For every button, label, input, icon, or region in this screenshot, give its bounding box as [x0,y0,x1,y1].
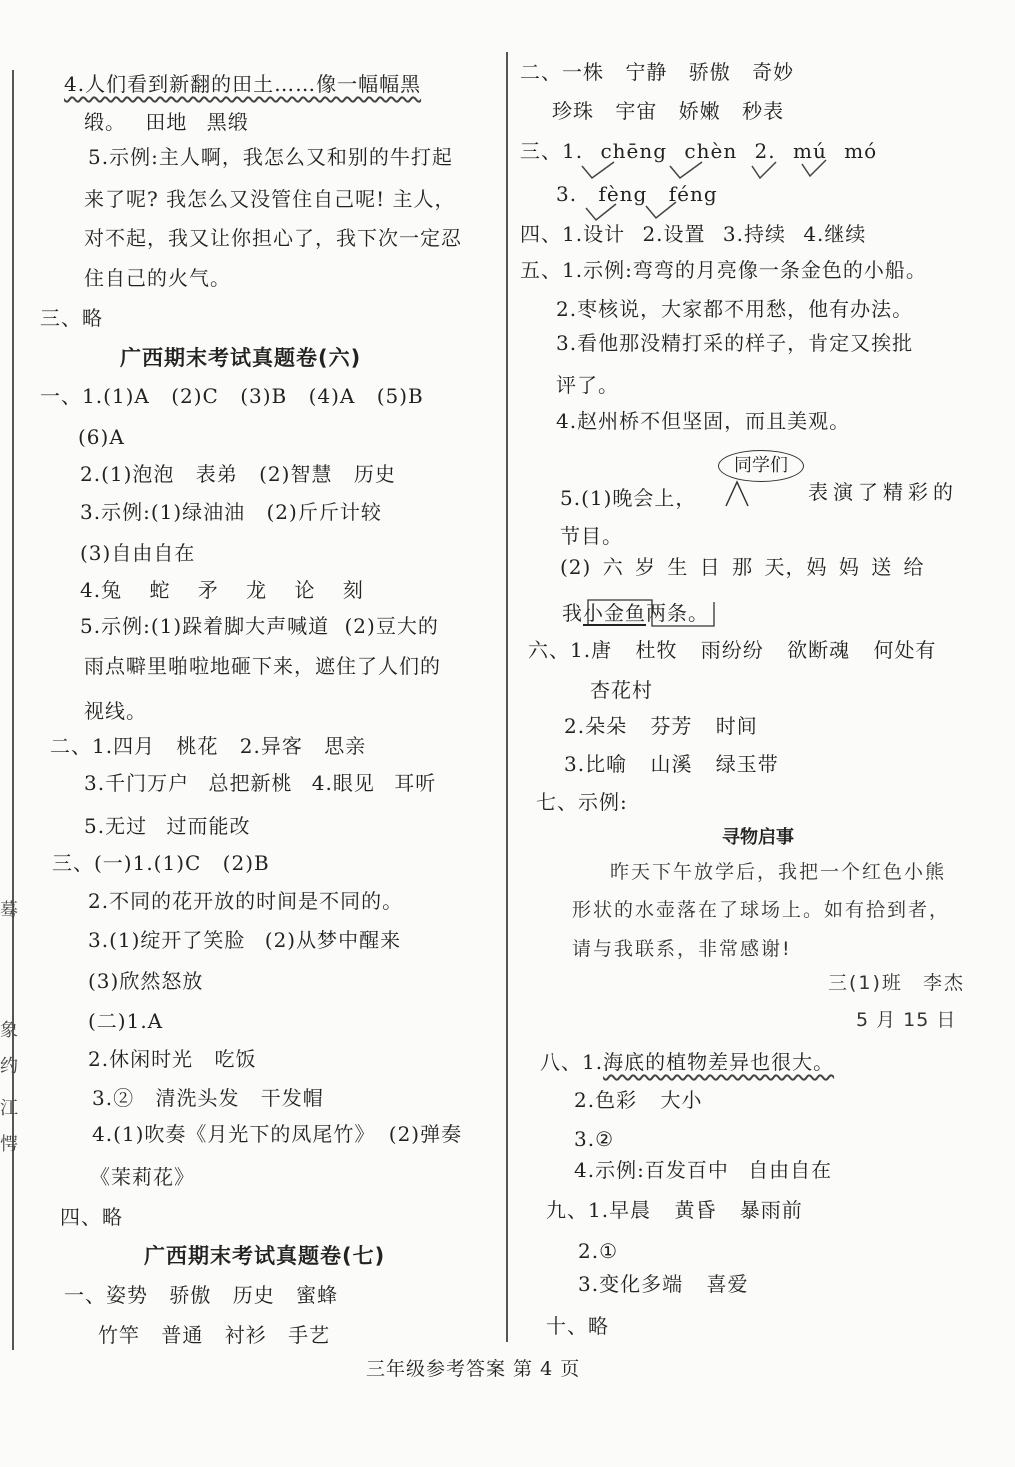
answer-line: 节目。 [560,524,623,548]
page-footer: 三年级参考答案 第 4 页 [366,1358,581,1380]
answer-line: 一、姿势 骄傲 历史 蜜蜂 [64,1283,339,1307]
answer-line: 4.示例:百发百中 自由自在 [574,1158,833,1182]
answer-line: 4.兔 蛇 矛 龙 论 刻 [80,578,364,602]
answer-line: 五、1.示例:弯弯的月亮像一条金色的小船。 [520,258,927,282]
answer-line: 雨点噼里啪啦地砸下来，遮住了人们的 [84,654,441,678]
wavy-underlined-text: 海底的植物差异也很大。 [603,1050,835,1074]
text-run: 两条 [646,601,688,625]
answer-line: 3.变化多端 喜爱 [578,1272,749,1296]
insert-caret-icon [724,480,750,508]
answer-line: 5.无过 过而能改 [84,814,251,838]
answer-line: 二、一株 宁静 骄傲 奇妙 [520,60,795,84]
answer-line: 2.朵朵 芬芳 时间 [564,714,758,738]
margin-fragment: 江 [0,1098,18,1119]
section-heading: 四、略 [60,1205,123,1229]
notice-line: 请与我联系，非常感谢! [572,938,792,960]
answer-line: (二)1.A [88,1009,164,1033]
answer-line: (3)欣然怒放 [88,969,204,993]
answer-line: 来了呢? 我怎么又没管住自己呢! 主人， [84,187,456,211]
answer-line: 六、1.唐 杜牧 雨纷纷 欲断魂 何处有 [528,638,937,662]
underlined-text: 小金鱼 [583,601,646,625]
check-mark-icon [750,160,780,182]
answer-line: 3.千门万户 总把新桃 4.眼见 耳听 [84,771,437,795]
answer-line: 3.看他那没精打采的样子，肯定又挨批 [556,331,914,355]
section-heading: 三、略 [40,306,103,330]
answer-line: (2) 六 岁 生 日 那 天，妈 妈 送 给 [560,555,925,579]
left-margin-rule [12,70,14,1350]
exam-title-6: 广西期末考试真题卷(六) [120,346,362,370]
answer-line: 3.② [574,1127,615,1151]
pinyin-line: 三、1. chēng chèn 2. mú mó [520,139,878,163]
answer-line: 2.不同的花开放的时间是不同的。 [88,889,404,913]
answer-line: 表演了精彩的 [808,480,958,504]
answer-line: 对不起，我又让你担心了，我下次一定忍 [84,226,462,250]
answer-line: 杏花村 [590,678,653,702]
answer-line: 2.① [578,1239,619,1263]
exam-title-7: 广西期末考试真题卷(七) [144,1244,386,1268]
notice-title: 寻物启事 [722,827,794,848]
answer-line: 缎。 田地 黑缎 [84,110,249,134]
section-heading: 十、略 [546,1314,609,1338]
notice-signature: 三(1)班 李杰 [828,972,965,994]
answer-line: 3.比喻 山溪 绿玉带 [564,752,779,776]
answer-line: 四、1.设计 2.设置 3.持续 4.继续 [520,222,867,246]
answer-line: 3.(1)绽开了笑脸 (2)从梦中醒来 [88,928,402,952]
answer-line: (6)A [78,425,125,449]
notice-line: 形状的水壶落在了球场上。如有拾到者， [572,899,951,921]
margin-fragment: 愕 [0,1134,18,1155]
answer-line: 4.赵州桥不但坚固，而且美观。 [556,409,851,433]
margin-fragment: 蓦 [0,900,18,921]
margin-fragment: 象 [0,1020,18,1041]
check-mark-icon [668,160,708,182]
notice-line: 昨天下午放学后，我把一个红色小熊 [610,861,947,883]
transpose-mark-icon [584,596,724,630]
answer-line: 竹竿 普通 衬衫 手艺 [98,1323,331,1347]
insert-bubble: 同学们 [718,450,804,482]
section-heading: 七、示例: [536,790,628,814]
check-mark-icon [800,158,830,180]
answer-line: 2.色彩 大小 [574,1088,703,1112]
column-divider [506,52,508,1342]
text-run: 我 [562,601,583,625]
answer-line: 《茉莉花》 [90,1165,195,1189]
answer-line: 2.(1)泡泡 表弟 (2)智慧 历史 [80,462,396,486]
answer-line: 视线。 [84,699,147,723]
answer-line: 一、1.(1)A (2)C (3)B (4)A (5)B [40,384,424,408]
check-mark-icon [580,160,620,182]
answer-line: 5.示例:主人啊，我怎么又和别的牛打起 [88,145,453,169]
text-run: 。 [688,601,709,625]
answer-line: 3.示例:(1)绿油油 (2)斤斤计较 [80,500,382,524]
answer-line: 二、1.四月 桃花 2.异客 思亲 [50,734,367,758]
pinyin-line: 3. fèng féng [556,182,718,206]
check-mark-icon [644,200,680,222]
answer-line: 5.示例:(1)跺着脚大声喊道 (2)豆大的 [80,614,439,638]
check-mark-icon [584,202,620,224]
text-run: 八、1. [540,1050,604,1074]
answer-line: 九、1.早晨 黄昏 暴雨前 [546,1198,803,1222]
answer-line: (3)自由自在 [80,541,196,565]
notice-date: 5 月 15 日 [856,1009,957,1031]
answer-line: 4.人们看到新翻的田土……像一幅幅黑 [64,72,422,96]
answer-line: 2.枣核说，大家都不用愁，他有办法。 [556,297,914,321]
answer-line: 4.(1)吹奏《月光下的凤尾竹》 (2)弹奏 [92,1122,463,1146]
answer-line: 评了。 [556,373,619,397]
answer-line: 3.② 清洗头发 干发帽 [92,1086,324,1110]
margin-fragment: 约 [0,1056,18,1077]
answer-line: 住自己的火气。 [84,266,231,290]
answer-line: 三、(一)1.(1)C (2)B [52,851,270,875]
answer-line: 5.(1)晚会上， [560,486,697,510]
answer-line: 2.休闲时光 吃饭 [88,1047,257,1071]
answer-line [540,1050,834,1074]
answer-line: 珍珠 宇宙 娇嫩 秒表 [552,99,785,123]
